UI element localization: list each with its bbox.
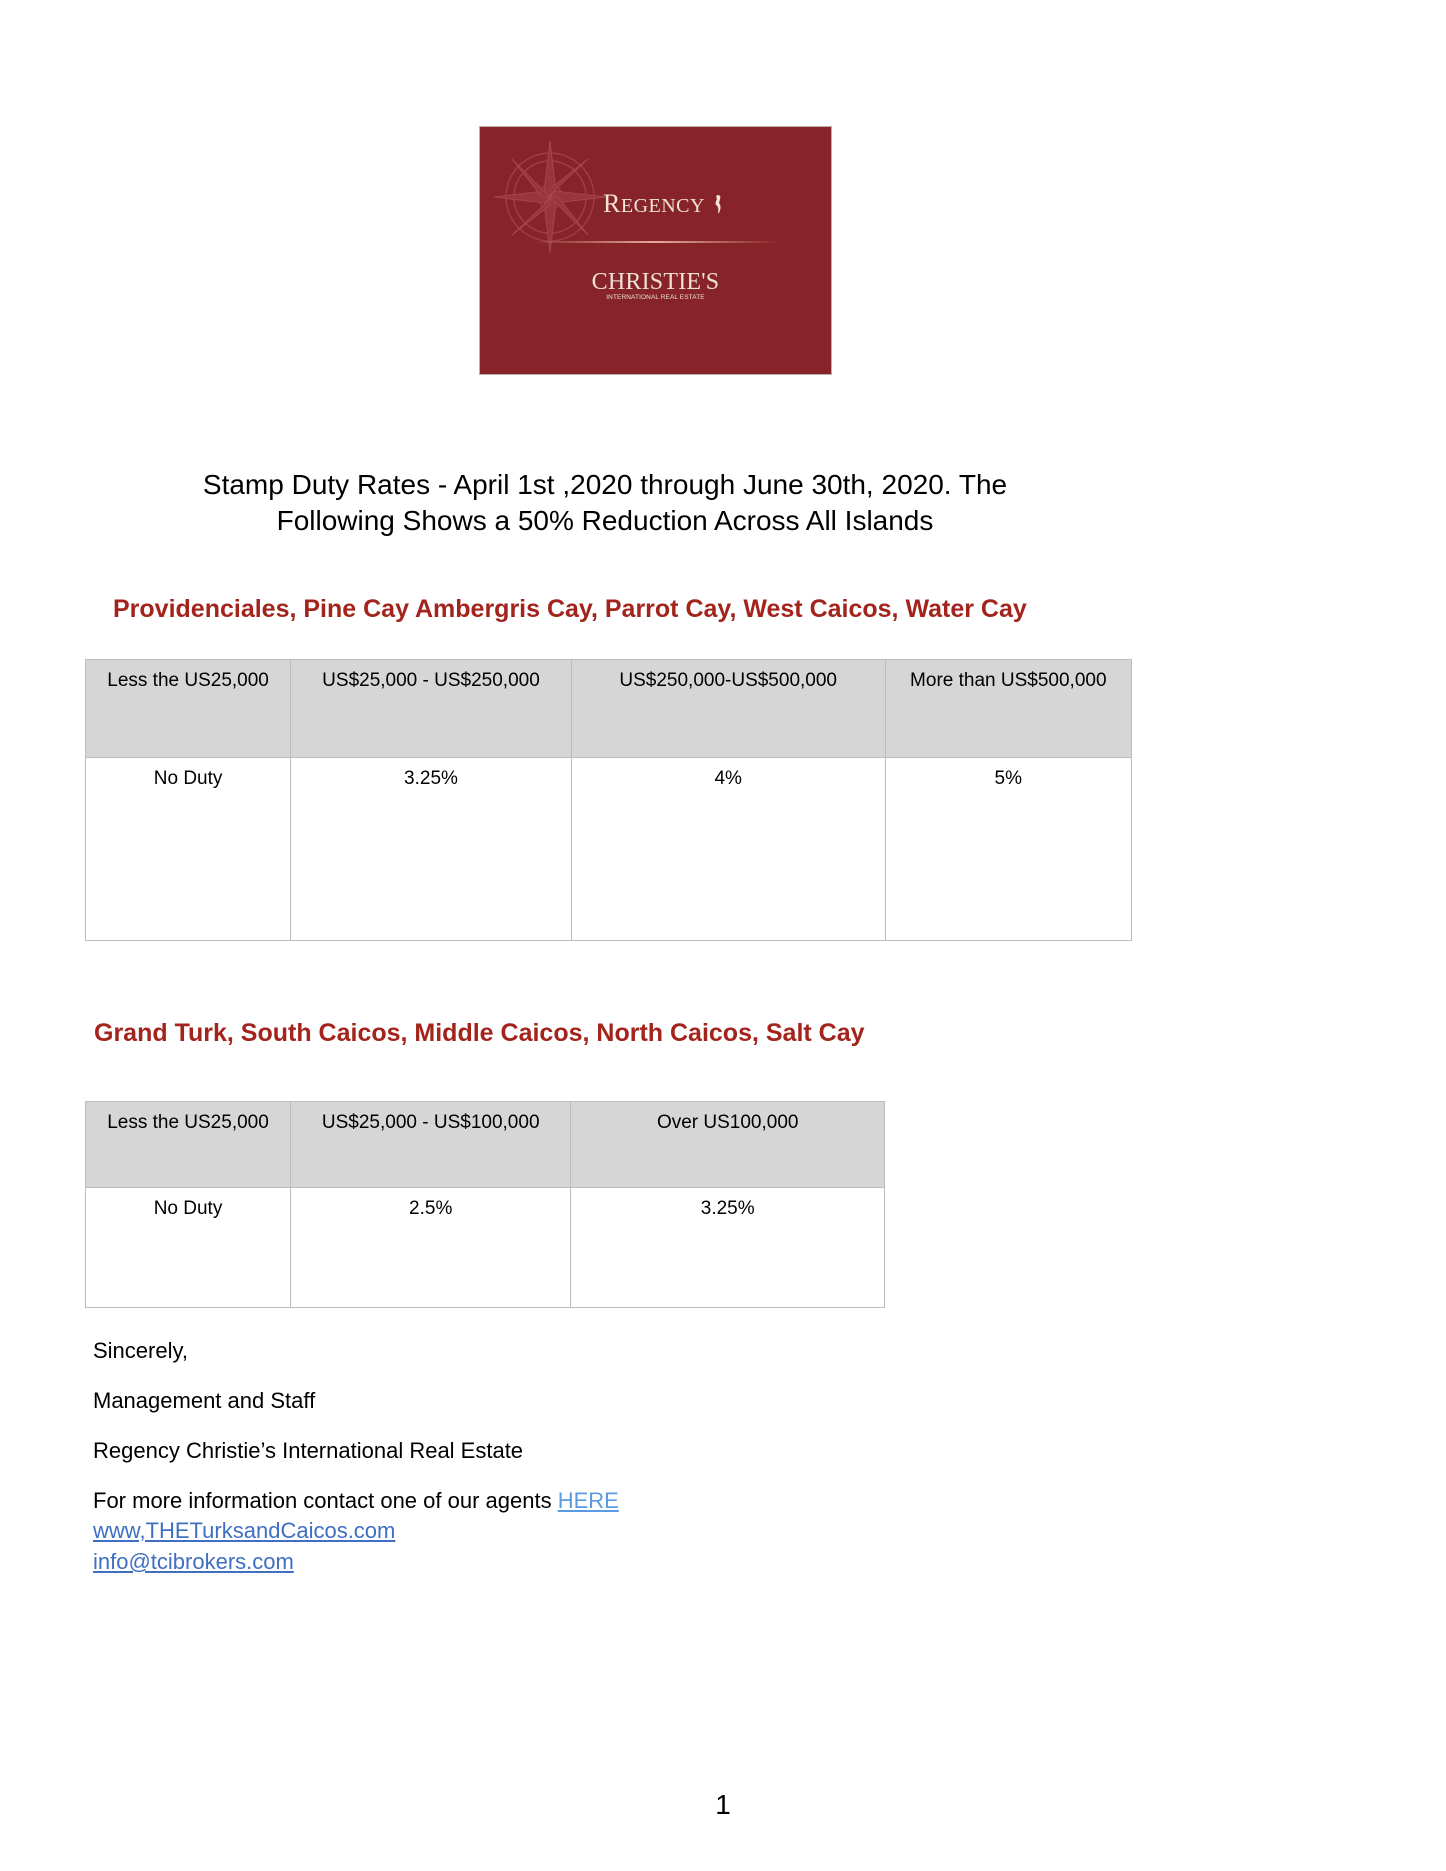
closing-company: Regency Christie’s International Real Estate <box>93 1438 524 1463</box>
table-header-cell: Less the US25,000 <box>86 660 291 758</box>
contact-text: For more information contact one of our agents <box>93 1488 558 1513</box>
table-header-cell: US$25,000 - US$100,000 <box>291 1102 571 1188</box>
rates-table-grand-turk <box>85 1101 885 1308</box>
table-row <box>86 758 1132 941</box>
section-heading-grand-turk: Grand Turk, South Caicos, Middle Caicos, North Caicos, Salt Cay <box>94 1019 865 1047</box>
table-header-cell: US$250,000-US$500,000 <box>571 660 885 758</box>
table-row <box>86 1188 885 1308</box>
document-title <box>120 467 1090 539</box>
website-line <box>93 1518 395 1544</box>
table-cell: No Duty <box>86 1188 291 1308</box>
title-line-1: Stamp Duty Rates - April 1st ,2020 through June 30th, 2020. The <box>202 469 1008 500</box>
title-line-2: Following Shows a 50% Reduction Across All Islands <box>276 505 934 536</box>
table-header-cell: More than US$500,000 <box>885 660 1131 758</box>
section-heading-providenciales: Providenciales, Pine Cay Ambergris Cay, Parrot Cay, West Caicos, Water Cay <box>113 595 1027 623</box>
table-header-cell: Over US100,000 <box>571 1102 885 1188</box>
table-header-row <box>86 1102 885 1188</box>
logo-divider <box>530 241 780 243</box>
table-cell: 2.5% <box>291 1188 571 1308</box>
table-header-cell: Less the US25,000 <box>86 1102 291 1188</box>
table-cell: 4% <box>571 758 885 941</box>
regency-christies-logo <box>480 127 831 374</box>
email-line <box>93 1549 294 1575</box>
website-link[interactable]: www,THETurksandCaicos.com <box>93 1518 396 1543</box>
page-number: 1 <box>715 1789 731 1820</box>
table-cell: 5% <box>885 758 1131 941</box>
rates-table-providenciales <box>85 659 1132 941</box>
logo-tagline: INTERNATIONAL REAL ESTATE <box>606 294 705 301</box>
logo-regency-wordmark: REGENCY <box>603 189 705 218</box>
email-link[interactable]: info@tcibrokers.com <box>93 1549 294 1574</box>
table-header-row <box>86 660 1132 758</box>
logo-bird-icon <box>713 194 723 214</box>
closing-sincerely: Sincerely, <box>93 1338 188 1363</box>
closing-signoff: Management and Staff <box>93 1388 316 1413</box>
table-cell: 3.25% <box>291 758 572 941</box>
contact-line <box>93 1488 619 1514</box>
table-cell: 3.25% <box>571 1188 885 1308</box>
table-header-cell: US$25,000 - US$250,000 <box>291 660 572 758</box>
table-cell: No Duty <box>86 758 291 941</box>
contact-here-link[interactable]: HERE <box>557 1488 619 1513</box>
logo-christies-wordmark: CHRISTIE'S <box>591 269 720 295</box>
